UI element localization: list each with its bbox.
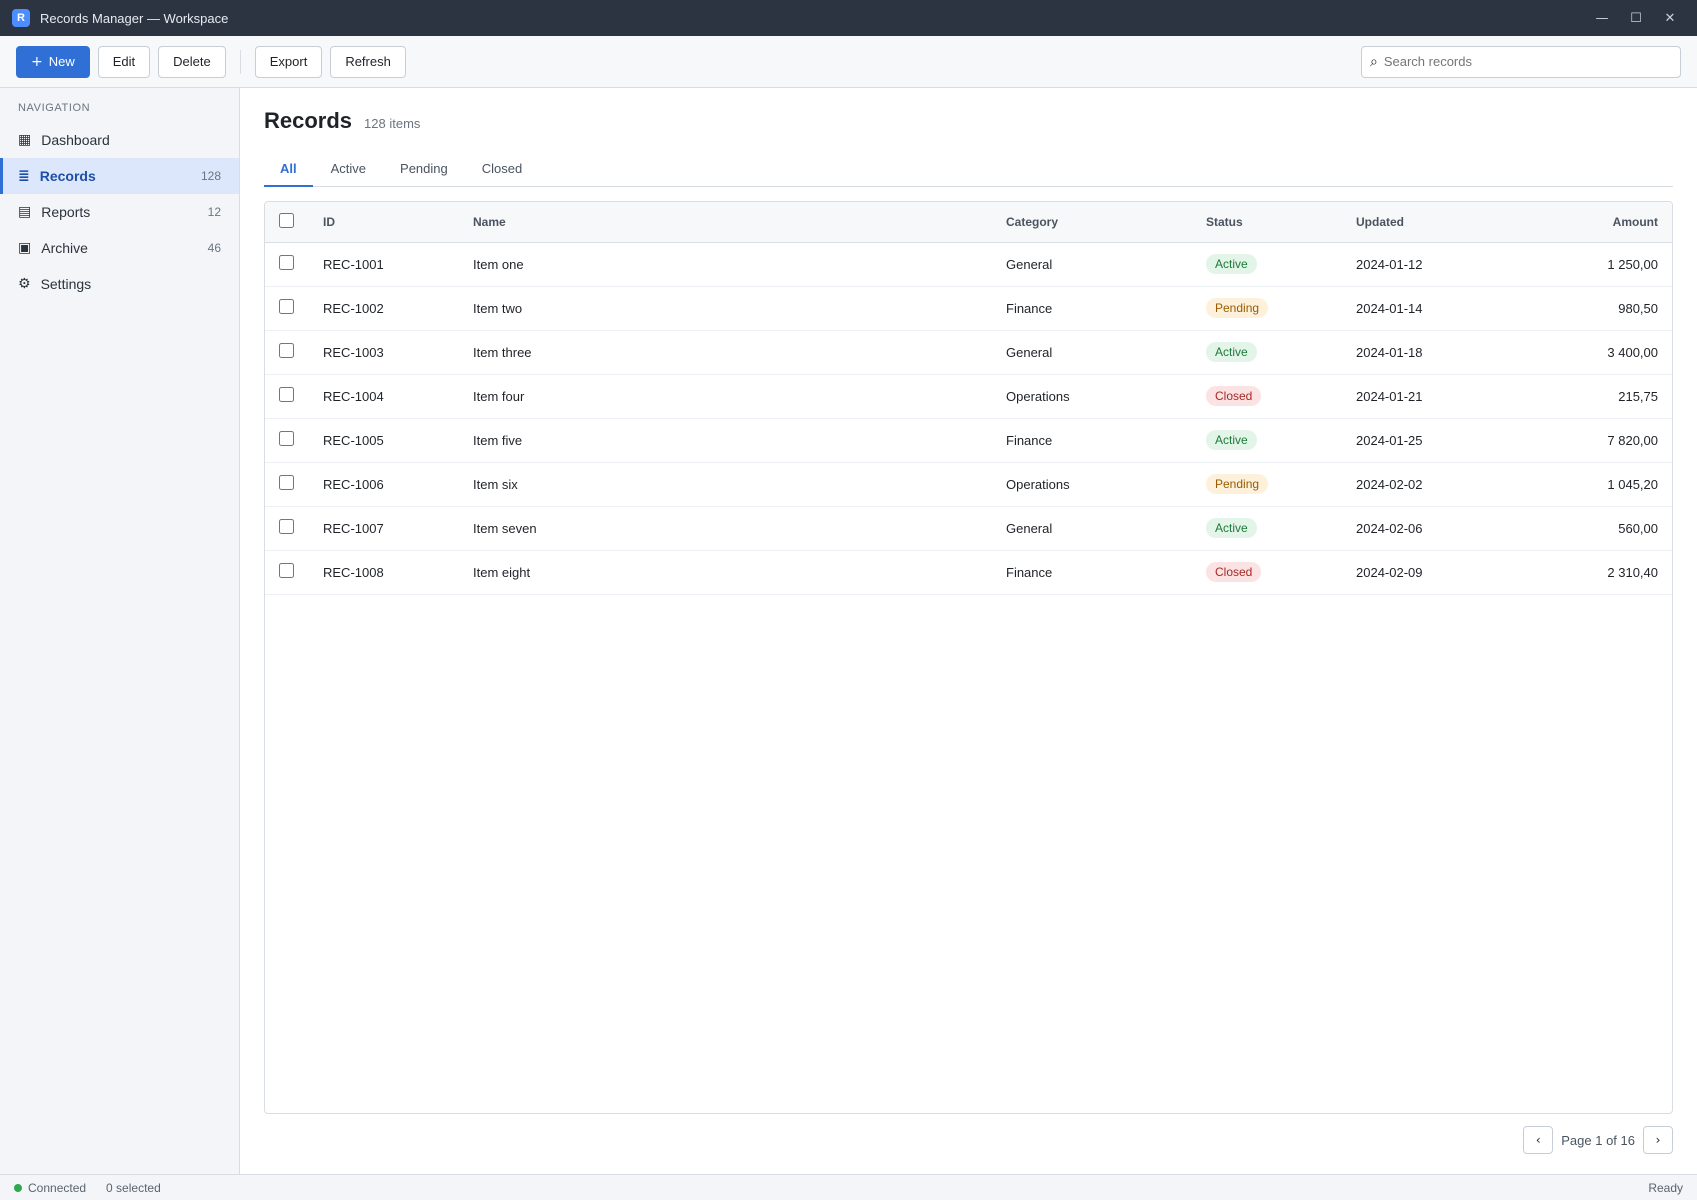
selection-status: 0 selected bbox=[106, 1180, 161, 1195]
table-row[interactable] bbox=[265, 418, 1672, 462]
row-amount: 980,50 bbox=[1502, 286, 1672, 330]
row-name: Item seven bbox=[459, 506, 992, 550]
archive-icon: ▣ bbox=[18, 240, 32, 256]
status-badge: Active bbox=[1206, 518, 1257, 538]
row-name: Item four bbox=[459, 374, 992, 418]
row-updated: 2024-01-21 bbox=[1342, 374, 1502, 418]
table-row[interactable] bbox=[265, 462, 1672, 506]
row-category: General bbox=[992, 506, 1192, 550]
sidebar-heading: NAVIGATION bbox=[18, 102, 91, 114]
row-category: General bbox=[992, 242, 1192, 286]
plus-icon: + bbox=[31, 53, 43, 70]
app-body bbox=[0, 88, 1697, 1174]
tab-closed[interactable]: Closed bbox=[481, 161, 523, 176]
column-header-select[interactable] bbox=[265, 202, 309, 242]
row-select-cell[interactable] bbox=[265, 506, 309, 550]
row-amount: 215,75 bbox=[1502, 374, 1672, 418]
column-header-amount[interactable]: Amount bbox=[1502, 202, 1672, 242]
row-category: Finance bbox=[992, 550, 1192, 594]
table-body bbox=[265, 242, 1672, 594]
minimize-button[interactable]: — bbox=[1587, 6, 1617, 30]
row-checkbox[interactable] bbox=[279, 299, 294, 314]
tab-all[interactable]: All bbox=[264, 152, 313, 187]
row-updated: 2024-01-12 bbox=[1342, 242, 1502, 286]
row-amount: 3 400,00 bbox=[1502, 330, 1672, 374]
connection-status-label: Connected bbox=[28, 1180, 87, 1195]
row-id: REC-1002 bbox=[309, 286, 459, 330]
row-checkbox[interactable] bbox=[279, 431, 294, 446]
row-category: General bbox=[992, 330, 1192, 374]
status-badge: Pending bbox=[1206, 298, 1268, 318]
row-checkbox[interactable] bbox=[279, 343, 294, 358]
column-header-updated[interactable]: Updated bbox=[1342, 202, 1502, 242]
report-icon: ▤ bbox=[18, 204, 32, 220]
list-icon: ≣ bbox=[18, 168, 30, 184]
row-amount: 7 820,00 bbox=[1502, 418, 1672, 462]
refresh-button[interactable]: Refresh bbox=[330, 46, 406, 78]
row-select-cell[interactable] bbox=[265, 242, 309, 286]
row-select-cell[interactable] bbox=[265, 550, 309, 594]
table-row[interactable] bbox=[265, 506, 1672, 550]
sidebar-item-records[interactable] bbox=[0, 158, 239, 194]
row-checkbox[interactable] bbox=[279, 563, 294, 578]
table-row[interactable] bbox=[265, 286, 1672, 330]
row-name: Item two bbox=[459, 286, 992, 330]
row-checkbox[interactable] bbox=[279, 255, 294, 270]
toolbar bbox=[0, 36, 1697, 88]
sidebar-item-label: Dashboard bbox=[41, 132, 110, 148]
row-status bbox=[1192, 330, 1342, 374]
column-header-id[interactable]: ID bbox=[309, 202, 459, 242]
status-badge: Active bbox=[1206, 430, 1257, 450]
next-page-button[interactable]: › bbox=[1643, 1126, 1673, 1154]
row-select-cell[interactable] bbox=[265, 418, 309, 462]
sidebar-item-settings[interactable] bbox=[0, 266, 239, 302]
previous-page-button[interactable]: ‹ bbox=[1523, 1126, 1553, 1154]
table-header-row bbox=[265, 202, 1672, 242]
row-id: REC-1001 bbox=[309, 242, 459, 286]
search-icon: ⌕ bbox=[1370, 53, 1378, 70]
row-updated: 2024-02-06 bbox=[1342, 506, 1502, 550]
row-select-cell[interactable] bbox=[265, 286, 309, 330]
table-row[interactable] bbox=[265, 330, 1672, 374]
row-category: Operations bbox=[992, 374, 1192, 418]
row-checkbox[interactable] bbox=[279, 387, 294, 402]
table-row[interactable] bbox=[265, 242, 1672, 286]
row-name: Item three bbox=[459, 330, 992, 374]
main-header bbox=[264, 108, 1673, 134]
app-icon: R bbox=[12, 9, 30, 27]
page-title: Records bbox=[264, 108, 353, 133]
row-status bbox=[1192, 286, 1342, 330]
sidebar-item-dashboard[interactable] bbox=[0, 122, 239, 158]
row-updated: 2024-02-02 bbox=[1342, 462, 1502, 506]
row-amount: 1 250,00 bbox=[1502, 242, 1672, 286]
row-updated: 2024-01-18 bbox=[1342, 330, 1502, 374]
record-count: 128 items bbox=[364, 116, 421, 131]
main-content bbox=[240, 88, 1697, 1174]
row-status bbox=[1192, 242, 1342, 286]
window-controls bbox=[1587, 6, 1685, 30]
sidebar-item-label: Reports bbox=[41, 204, 91, 220]
table-row[interactable] bbox=[265, 374, 1672, 418]
row-status bbox=[1192, 462, 1342, 506]
row-id: REC-1005 bbox=[309, 418, 459, 462]
row-name: Item five bbox=[459, 418, 992, 462]
new-button-label: New bbox=[48, 54, 75, 69]
sidebar-item-reports[interactable] bbox=[0, 194, 239, 230]
row-amount: 560,00 bbox=[1502, 506, 1672, 550]
row-id: REC-1004 bbox=[309, 374, 459, 418]
gear-icon: ⚙ bbox=[18, 276, 31, 292]
tab-active[interactable]: Active bbox=[330, 161, 367, 176]
row-updated: 2024-02-09 bbox=[1342, 550, 1502, 594]
records-table-container bbox=[264, 201, 1673, 1114]
row-id: REC-1008 bbox=[309, 550, 459, 594]
column-header-name[interactable]: Name bbox=[459, 202, 992, 242]
row-select-cell[interactable] bbox=[265, 374, 309, 418]
select-all-checkbox[interactable] bbox=[279, 213, 294, 228]
sidebar bbox=[0, 88, 240, 1174]
maximize-button[interactable]: ☐ bbox=[1621, 6, 1651, 30]
table-row[interactable] bbox=[265, 550, 1672, 594]
row-updated: 2024-01-25 bbox=[1342, 418, 1502, 462]
dashboard-icon: ▦ bbox=[18, 132, 32, 148]
row-category: Finance bbox=[992, 418, 1192, 462]
row-name: Item one bbox=[459, 242, 992, 286]
status-bar bbox=[0, 1174, 1697, 1200]
row-name: Item eight bbox=[459, 550, 992, 594]
row-status bbox=[1192, 374, 1342, 418]
sidebar-item-label: Records bbox=[39, 168, 96, 184]
row-status bbox=[1192, 418, 1342, 462]
status-badge: Closed bbox=[1206, 562, 1261, 582]
tab-pending[interactable]: Pending bbox=[400, 161, 448, 176]
delete-button[interactable]: Delete bbox=[158, 46, 226, 78]
row-checkbox[interactable] bbox=[279, 519, 294, 534]
row-updated: 2024-01-14 bbox=[1342, 286, 1502, 330]
toolbar-divider bbox=[240, 50, 241, 74]
row-amount: 1 045,20 bbox=[1502, 462, 1672, 506]
export-button[interactable]: Export bbox=[255, 46, 323, 78]
column-header-category[interactable]: Category bbox=[992, 202, 1192, 242]
status-badge: Pending bbox=[1206, 474, 1268, 494]
connection-indicator-icon bbox=[14, 1184, 22, 1192]
sidebar-item-label: Settings bbox=[40, 276, 92, 292]
sidebar-item-count: 128 bbox=[200, 169, 221, 183]
tab-bar bbox=[264, 152, 1673, 187]
window-title: Records Manager — Workspace bbox=[40, 10, 229, 26]
row-name: Item six bbox=[459, 462, 992, 506]
row-select-cell[interactable] bbox=[265, 462, 309, 506]
row-category: Finance bbox=[992, 286, 1192, 330]
title-bar bbox=[0, 0, 1697, 36]
ready-status: Ready bbox=[1648, 1180, 1683, 1195]
search-input[interactable] bbox=[1384, 54, 1672, 69]
sidebar-item-archive[interactable] bbox=[0, 230, 239, 266]
row-id: REC-1007 bbox=[309, 506, 459, 550]
close-button[interactable]: ✕ bbox=[1655, 6, 1685, 30]
row-checkbox[interactable] bbox=[279, 475, 294, 490]
row-select-cell[interactable] bbox=[265, 330, 309, 374]
records-table bbox=[265, 202, 1672, 595]
row-amount: 2 310,40 bbox=[1502, 550, 1672, 594]
column-header-status[interactable]: Status bbox=[1192, 202, 1342, 242]
row-category: Operations bbox=[992, 462, 1192, 506]
pagination bbox=[264, 1126, 1673, 1154]
row-id: REC-1006 bbox=[309, 462, 459, 506]
sidebar-item-label: Archive bbox=[41, 240, 88, 256]
sidebar-item-count: 12 bbox=[207, 205, 221, 219]
status-badge: Active bbox=[1206, 254, 1257, 274]
sidebar-item-count: 46 bbox=[207, 241, 221, 255]
row-id: REC-1003 bbox=[309, 330, 459, 374]
search-box[interactable] bbox=[1361, 46, 1681, 78]
connection-status bbox=[14, 1181, 86, 1195]
row-status bbox=[1192, 506, 1342, 550]
row-status bbox=[1192, 550, 1342, 594]
edit-button[interactable]: Edit bbox=[98, 46, 150, 78]
page-indicator: Page 1 of 16 bbox=[1561, 1132, 1635, 1148]
status-badge: Active bbox=[1206, 342, 1257, 362]
status-badge: Closed bbox=[1206, 386, 1261, 406]
new-button[interactable] bbox=[16, 46, 90, 78]
